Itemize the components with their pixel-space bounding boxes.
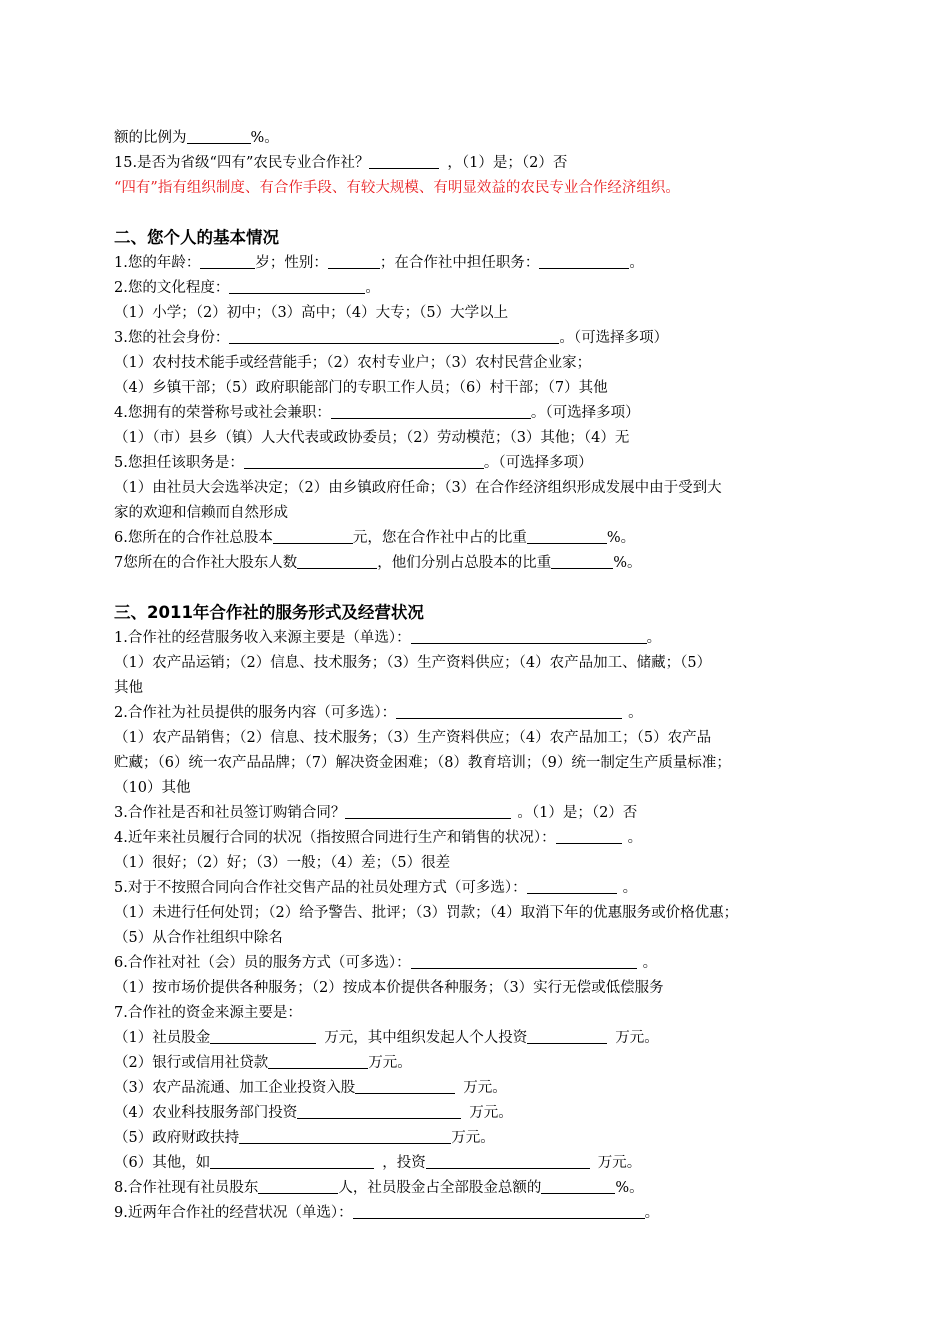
operation-status-blank[interactable] <box>353 1203 645 1219</box>
position-blank[interactable] <box>539 253 629 269</box>
s2-question-7: 7您所在的合作社大股东人数 ，他们分别占总股本的比重 %。 <box>114 555 642 571</box>
income-source-blank[interactable] <box>411 628 647 644</box>
s2-question-4: 4.您拥有的荣誉称号或社会兼职： 。（可选择多项） <box>114 405 640 421</box>
four-have-note: “四有”指有组织制度、有合作手段、有较大规模、有明显效益的农民专业合作经济组织。 <box>114 180 680 196</box>
s2-question-3-options-2: （4）乡镇干部；（5）政府职能部门的专职工作人员；（6）村干部；（7）其他 <box>114 380 608 396</box>
blank-field[interactable] <box>355 1078 455 1094</box>
blank-field[interactable] <box>369 153 439 169</box>
shareholder-share-blank[interactable] <box>551 553 613 569</box>
contract-status-blank[interactable] <box>556 828 622 844</box>
education-blank[interactable] <box>229 278 365 294</box>
s3-question-6-options: （1）按市场价提供各种服务；（2）按成本价提供各种服务；（3）实行无偿或低偿服务 <box>114 980 664 996</box>
blank-field[interactable] <box>268 1053 368 1069</box>
s3-question-1-options-1: （1）农产品运销；（2）信息、技术服务；（3）生产资料供应；（4）农产品加工、储藏；（5） <box>114 655 712 671</box>
s3-question-5-options-1: （1）未进行任何处罚；（2）给予警告、批评；（3）罚款；（4）取消下年的优惠服务或价格优惠； <box>114 905 739 921</box>
s3-question-3: 3.合作社是否和社员签订购销合同？ 。（1）是；（2）否 <box>114 805 638 821</box>
question-15: 15.是否为省级“四有”农民专业合作社？ ，（1）是；（2）否 <box>114 155 568 171</box>
funding-tech-service: （4）农业科技服务部门投资 万元。 <box>114 1105 513 1121</box>
s2-question-3: 3.您的社会身份： 。（可选择多项） <box>114 330 669 346</box>
honor-blank[interactable] <box>331 403 531 419</box>
blank-field[interactable] <box>297 1103 461 1119</box>
funding-bank-loan: （2）银行或信用社贷款 万元。 <box>114 1055 412 1071</box>
s3-question-4-options: （1）很好；（2）好；（3）一般；（4）差；（5）很差 <box>114 855 451 871</box>
s3-question-2: 2.合作社为社员提供的服务内容（可多选）： 。 <box>114 705 643 721</box>
blank-field[interactable] <box>210 1028 316 1044</box>
s2-question-3-options-1: （1）农村技术能手或经营能手；（2）农村专业户；（3）农村民营企业家； <box>114 355 592 371</box>
blank-field[interactable] <box>239 1128 451 1144</box>
funding-other: （6）其他，如 ，投资 万元。 <box>114 1155 642 1171</box>
s3-question-2-options-1: （1）农产品销售；（2）信息、技术服务；（3）生产资料供应；（4）农产品加工；（5）农产品 <box>114 730 712 746</box>
s3-question-7: 7.合作社的资金来源主要是： <box>114 1005 302 1021</box>
s3-question-2-options-2: 贮藏；（6）统一农产品品牌；（7）解决资金困难；（8）教育培训；（9）统一制定生产质量标准； <box>114 755 731 771</box>
age-blank[interactable] <box>200 253 255 269</box>
penalty-blank[interactable] <box>527 878 617 894</box>
service-content-blank[interactable] <box>396 703 622 719</box>
identity-blank[interactable] <box>229 328 559 344</box>
funding-government: （5）政府财政扶持 万元。 <box>114 1130 495 1146</box>
s3-question-1-options-2: 其他 <box>114 680 143 696</box>
blank-field[interactable] <box>210 1153 374 1169</box>
share-blank[interactable] <box>527 528 607 544</box>
s2-question-5: 5.您担任该职务是： 。（可选择多项） <box>114 455 593 471</box>
gender-blank[interactable] <box>328 253 380 269</box>
s2-question-2: 2.您的文化程度： 。 <box>114 280 380 296</box>
s2-question-1: 1.您的年龄： 岁；性别： ；在合作社中担任职务： 。 <box>114 255 644 271</box>
blank-field[interactable] <box>426 1153 590 1169</box>
s2-question-4-options: （1）（市）县乡（镇）人大代表或政协委员；（2）劳动模范；（3）其他；（4）无 <box>114 430 630 446</box>
appointment-blank[interactable] <box>244 453 484 469</box>
s2-question-6: 6.您所在的合作社总股本 元，您在合作社中占的比重 %。 <box>114 530 636 546</box>
shareholder-count-blank[interactable] <box>297 553 377 569</box>
s3-question-4: 4.近年来社员履行合同的状况（指按照合同进行生产和销售的状况）： 。 <box>114 830 643 846</box>
s2-question-5-options-1: （1）由社员大会选举决定；（2）由乡镇政府任命；（3）在合作经济组织形成发展中由于受到大 <box>114 480 722 496</box>
member-count-blank[interactable] <box>258 1178 338 1194</box>
funding-enterprise-investment: （3）农产品流通、加工企业投资入股 万元。 <box>114 1080 507 1096</box>
contract-blank[interactable] <box>345 803 511 819</box>
s3-question-9: 9.近两年合作社的经营状况（单选）： 。 <box>114 1205 660 1221</box>
s3-question-8: 8.合作社现有社员股东 人，社员股金占全部股金总额的 %。 <box>114 1180 644 1196</box>
s2-question-2-options: （1）小学；（2）初中；（3）高中；（4）大专；（5）大学以上 <box>114 305 509 321</box>
section-2-heading: 二、您个人的基本情况 <box>114 228 279 247</box>
s3-question-5: 5.对于不按照合同向合作社交售产品的社员处理方式（可多选）： 。 <box>114 880 638 896</box>
s3-question-6: 6.合作社对社（会）员的服务方式（可多选）： 。 <box>114 955 658 971</box>
line-ratio: 额的比例为 %。 <box>114 130 279 146</box>
s3-question-5-options-2: （5）从合作社组织中除名 <box>114 930 283 946</box>
service-method-blank[interactable] <box>411 953 637 969</box>
s3-question-2-options-3: （10）其他 <box>114 780 191 796</box>
funding-member-shares: （1）社员股金 万元，其中组织发起人个人投资 万元。 <box>114 1030 659 1046</box>
share-ratio-blank[interactable] <box>541 1178 615 1194</box>
section-3-heading: 三、2011年合作社的服务形式及经营状况 <box>114 603 424 622</box>
s2-question-5-options-2: 家的欢迎和信赖而自然形成 <box>114 505 288 521</box>
blank-field[interactable] <box>187 128 251 144</box>
capital-blank[interactable] <box>273 528 353 544</box>
blank-field[interactable] <box>527 1028 607 1044</box>
s3-question-1: 1.合作社的经营服务收入来源主要是（单选）： 。 <box>114 630 662 646</box>
